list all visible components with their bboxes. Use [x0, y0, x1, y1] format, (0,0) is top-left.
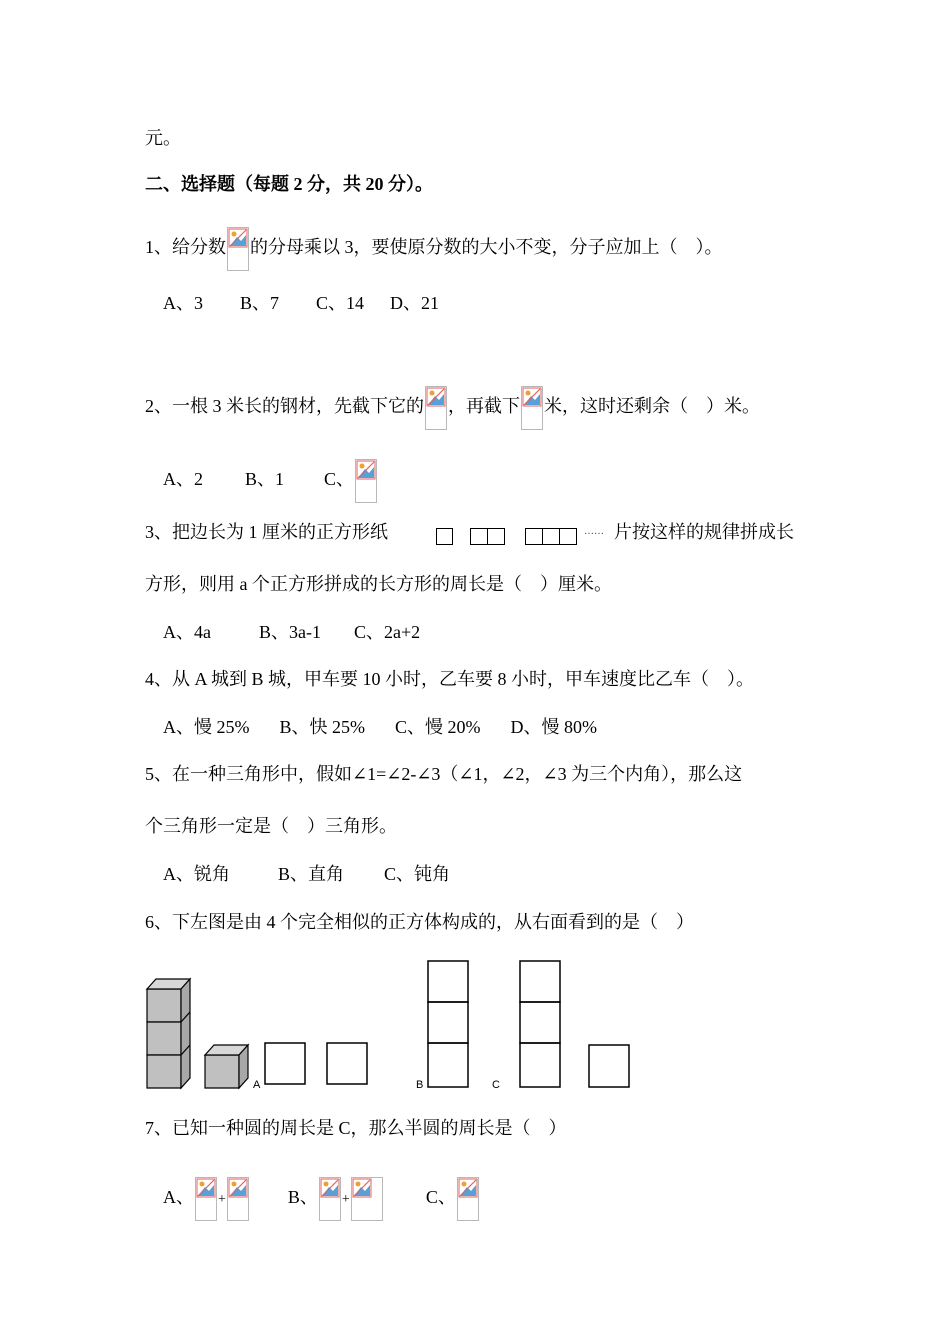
q2-option-b: B、1 — [245, 469, 285, 490]
q1-option-d: D、21 — [390, 293, 440, 313]
option-b-view — [428, 961, 468, 1087]
fraction-image-icon — [355, 459, 377, 503]
option-c-view — [520, 961, 629, 1087]
q1-option-c: C、14 — [316, 293, 365, 313]
cube-single — [205, 1045, 248, 1088]
q7-option-b: B、 — [287, 1187, 318, 1208]
figure-label-b: B — [416, 1079, 424, 1091]
question-2-options — [163, 459, 378, 503]
question-2-mid: ，再截下 — [448, 396, 520, 417]
question-2-post: 米，这时还剩余（ ）米。 — [544, 396, 760, 417]
question-1-pre: 1、给分数 — [145, 237, 226, 258]
q7-plus-a: + — [218, 1192, 226, 1208]
fraction-image-icon — [227, 227, 249, 271]
square-3c — [559, 528, 577, 545]
question-3-line1-post: 片按这样的规律拼成长 — [614, 522, 794, 542]
fraction-image-icon — [227, 1177, 249, 1221]
q7-option-c: C、 — [425, 1187, 456, 1208]
question-5-options — [163, 862, 450, 886]
q5-option-a: A、锐角 — [163, 864, 230, 884]
square-1 — [436, 528, 453, 545]
cube-views-figure — [140, 955, 660, 1095]
fraction-image-icon — [351, 1177, 383, 1221]
question-3-line2: 方形，则用 a 个正方形拼成的长方形的周长是（ ）厘米。 — [145, 574, 612, 594]
question-1-post: 的分母乘以 3，要使原分数的大小不变，分子应加上（ ）。 — [250, 237, 723, 258]
figure-label-a: A — [253, 1079, 261, 1091]
q5-option-c: C、钝角 — [384, 864, 451, 884]
q1-option-a: A、3 — [163, 293, 203, 313]
q4-option-c: C、慢 20% — [395, 717, 481, 737]
figure-label-c: C — [492, 1079, 500, 1091]
question-2 — [145, 386, 760, 430]
q2-option-c: C、 — [324, 469, 355, 490]
question-7-options — [163, 1177, 480, 1221]
question-3-options — [163, 620, 420, 644]
question-3-line1-pre: 3、把边长为 1 厘米的正方形纸 — [145, 522, 388, 542]
q5-option-b: B、直角 — [278, 864, 345, 884]
fraction-image-icon — [425, 386, 447, 430]
fraction-image-icon — [319, 1177, 341, 1221]
prev-question-tail: 元。 — [145, 128, 181, 148]
section-title: 二、选择题（每题 2 分，共 20 分）。 — [145, 174, 433, 194]
square-2a — [470, 528, 488, 545]
q3-option-b: B、3a-1 — [259, 622, 321, 642]
q4-option-b: B、快 25% — [279, 717, 365, 737]
q7-option-a: A、 — [163, 1187, 194, 1208]
question-2-pre: 2、一根 3 米长的钢材，先截下它的 — [145, 396, 424, 417]
question-1 — [145, 227, 723, 271]
question-5-line1: 5、在一种三角形中，假如∠1=∠2-∠3（∠1，∠2，∠3 为三个内角），那么这 — [145, 764, 743, 784]
q7-plus-b: + — [341, 1192, 350, 1208]
fraction-image-icon — [521, 386, 543, 430]
question-4-options — [163, 715, 597, 739]
question-7: 7、已知一种圆的周长是 C，那么半圆的周长是（ ） — [145, 1118, 567, 1138]
q2-option-a: A、2 — [163, 469, 203, 490]
square-3b — [542, 528, 560, 545]
question-4: 4、从 A 城到 B 城，甲车要 10 小时，乙车要 8 小时，甲车速度比乙车（ ）。 — [145, 669, 755, 689]
square-3a — [525, 528, 543, 545]
q4-option-a: A、慢 25% — [163, 717, 250, 737]
question-6: 6、下左图是由 4 个完全相似的正方体构成的，从右面看到的是（ ） — [145, 912, 694, 932]
fraction-image-icon — [457, 1177, 479, 1221]
question-1-options — [163, 291, 439, 315]
fraction-image-icon — [195, 1177, 217, 1221]
q1-option-b: B、7 — [240, 293, 280, 313]
q3-option-c: C、2a+2 — [354, 622, 421, 642]
q4-option-d: D、慢 80% — [510, 717, 597, 737]
q3-option-a: A、4a — [163, 622, 211, 642]
square-2b — [487, 528, 505, 545]
pattern-ellipsis: …… — [584, 526, 604, 537]
option-a-view — [265, 1043, 367, 1084]
cube-stack — [147, 979, 190, 1088]
question-5-line2: 个三角形一定是（ ）三角形。 — [145, 816, 397, 836]
